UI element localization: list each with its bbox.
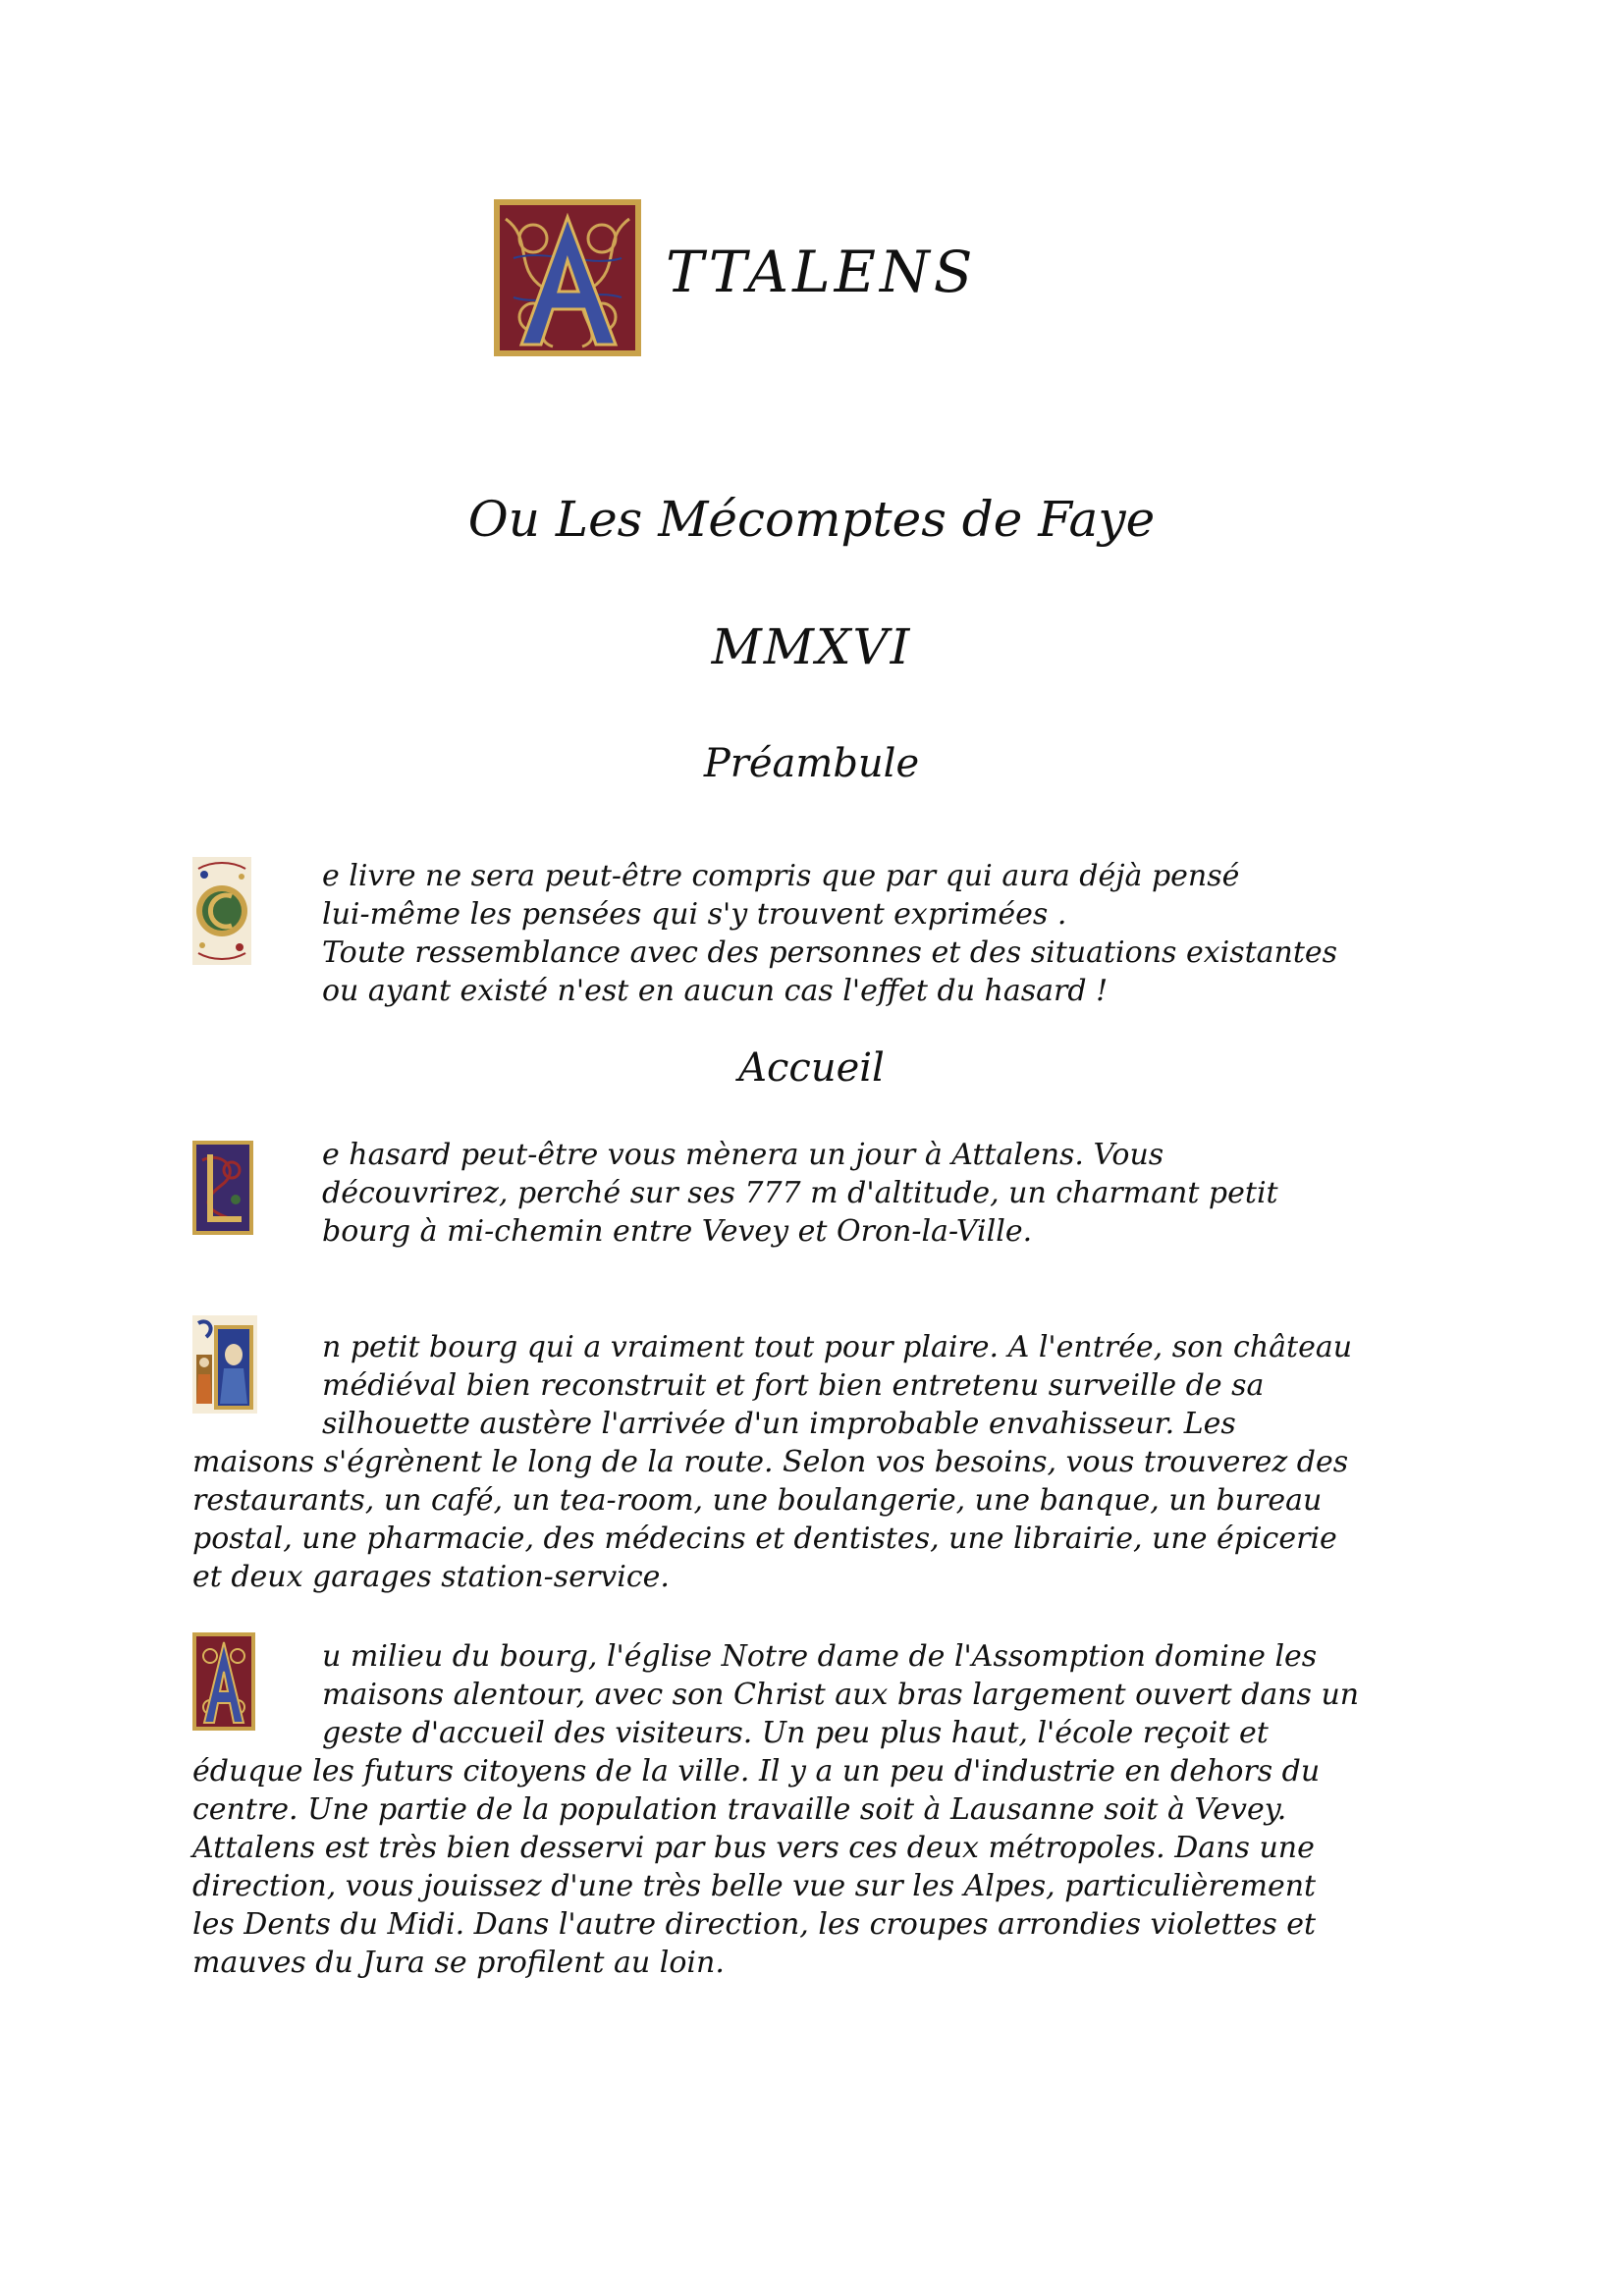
text-line: lui-même les pensées qui s'y trouvent exprimées . [322, 897, 1067, 932]
text-line: Attalens est très bien desservi par bus vers ces deux métropoles. Dans une [192, 1831, 1315, 1865]
paragraph-preambule [192, 857, 1439, 1010]
year: MMXVI [711, 618, 912, 675]
text-line: geste d'accueil des visiteurs. Un peu plus haut, l'école reçoit et [322, 1716, 1269, 1750]
text-line: découvrirez, perché sur ses 777 m d'altitude, un charmant petit [322, 1176, 1278, 1210]
text-line: et deux garages station-service. [192, 1560, 670, 1594]
text-line: les Dents du Midi. Dans l'autre direction, les croupes arrondies violettes et [192, 1907, 1317, 1942]
text-line: restaurants, un café, un tea-room, une boulangerie, une banque, un bureau [192, 1483, 1323, 1518]
title-block [494, 199, 985, 360]
text-line: ou ayant existé n'est en aucun cas l'effet du hasard ! [322, 974, 1109, 1008]
text-line: maisons s'égrènent le long de la route. Selon vos besoins, vous trouverez des [192, 1445, 1349, 1479]
text-line: mauves du Jura se profilent au loin. [192, 1946, 725, 1980]
text-line: direction, vous jouissez d'une très belle vue sur les Alpes, particulièrement [192, 1869, 1317, 1903]
text-line: bourg à mi-chemin entre Vevey et Oron-la-Ville. [322, 1214, 1033, 1249]
text-line: Toute ressemblance avec des personnes et des situations existantes [322, 935, 1338, 970]
paragraph-accueil-1 [192, 1136, 1439, 1251]
paragraph-accueil-3 [192, 1637, 1439, 1982]
text-line: silhouette austère l'arrivée d'un improbable envahisseur. Les [322, 1407, 1236, 1441]
illuminated-initial-a-icon [494, 199, 641, 356]
title-text: TTALENS [666, 239, 977, 305]
text-line: centre. Une partie de la population travaille soit à Lausanne soit à Vevey. [192, 1792, 1287, 1827]
text-line: e hasard peut-être vous mènera un jour à Attalens. Vous [322, 1138, 1164, 1172]
section-heading-accueil: Accueil [738, 1045, 885, 1091]
subtitle: Ou Les Mécomptes de Faye [467, 491, 1156, 548]
text-line: postal, une pharmacie, des médecins et dentistes, une librairie, une épicerie [192, 1522, 1337, 1556]
text-line: n petit bourg qui a vraiment tout pour plaire. A l'entrée, son château [322, 1330, 1353, 1364]
text-line: éduque les futurs citoyens de la ville. Il y a un peu d'industrie en dehors du [192, 1754, 1321, 1789]
text-line: médiéval bien reconstruit et fort bien entretenu surveille de sa [322, 1368, 1265, 1403]
text-line: e livre ne sera peut-être compris que par qui aura déjà pensé [322, 859, 1240, 893]
text-line: u milieu du bourg, l'église Notre dame de l'Assomption domine les [322, 1639, 1318, 1674]
text-line: maisons alentour, avec son Christ aux bras largement ouvert dans un [322, 1678, 1360, 1712]
paragraph-accueil-2 [192, 1328, 1439, 1596]
section-heading-preambule: Préambule [703, 741, 920, 786]
